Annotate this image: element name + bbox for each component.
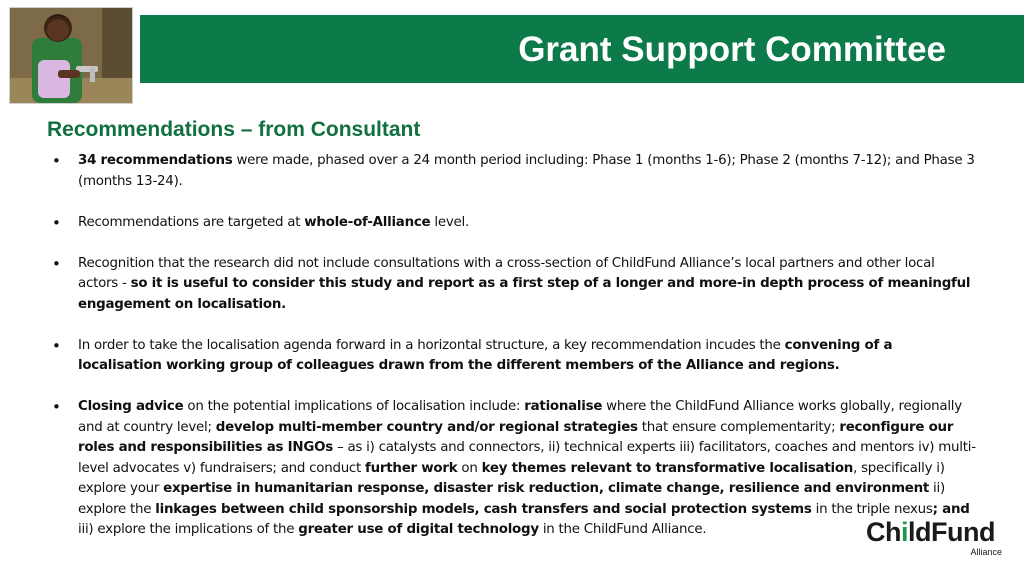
bullet-text: Recommendations are targeted at [78, 214, 305, 230]
bullet-text: where the ChildFund Alliance works globally, regionally and at country level; [78, 399, 962, 435]
recommendations-list [52, 151, 977, 561]
page-title: Grant Support Committee [518, 30, 946, 69]
bullet-bold-text: whole-of-Alliance [304, 214, 431, 230]
section-title: Recommendations – from Consultant [47, 118, 421, 141]
header-photo [9, 7, 133, 104]
bullet-text: iii) explore the implications of the [78, 522, 299, 537]
bullet-item [52, 254, 977, 316]
child-at-water-tap-photo [10, 8, 132, 103]
bullet-bold-text: Closing advice [78, 399, 184, 414]
bullet-text: – as i) catalysts and connectors, ii) technical experts iii) facilitators, coaches and mentors iv) multi-level advocates v) fundraisers; and conduct [78, 440, 976, 476]
bullet-text: , specifically i) explore your [78, 460, 945, 496]
logo-wordmark: ChildFund [866, 517, 995, 547]
bullet-item [52, 151, 977, 192]
bullet-item [52, 397, 977, 541]
logo-subtitle: Alliance [970, 547, 1002, 557]
childfund-alliance-logo [866, 516, 1016, 560]
bullet-text: in the triple nexus [811, 501, 933, 517]
bullet-item [52, 213, 977, 234]
bullet-text: in the ChildFund Alliance. [538, 522, 707, 537]
bullet-bold-text: further work [365, 460, 458, 476]
bullet-bold-text: so it is useful to consider this study and report as a first step of a longer and more-in depth process of meaningful engagement on localisation. [78, 276, 971, 312]
bullet-text: Recognition that the research did not include consultations with a cross-section of ChildFund Alliance’s local partners and other local actors - [78, 255, 935, 291]
bullet-item [52, 336, 977, 377]
bullet-text: In order to take the localisation agenda forward in a horizontal structure, a key recommendation incudes the [78, 337, 785, 353]
bullet-bold-text: 34 recommendations [78, 153, 233, 168]
bullet-text: level. [430, 214, 469, 230]
bullet-text: on [457, 460, 482, 476]
bullet-text: that ensure complementarity; [637, 419, 840, 435]
bullet-bold-text: convening of a localisation working group of colleagues drawn from the different members of the Alliance and regions. [78, 337, 893, 373]
bullet-bold-text: expertise in humanitarian response, disaster risk reduction, climate change, resilience and environment [163, 481, 930, 496]
bullet-bold-text: greater use of digital technology [298, 522, 539, 537]
bullet-bold-text: linkages between child sponsorship models, cash transfers and social protection systems [155, 501, 812, 517]
bullet-text: were made, phased over a 24 month period including: Phase 1 (months 1-6); Phase 2 (months 7-12); and Phase 3 (months 13-24). [78, 153, 975, 189]
bullet-bold-text: reconfigure our roles and responsibilities as INGOs [78, 419, 954, 455]
bullet-bold-text: ; and [932, 501, 970, 517]
bullet-bold-text: rationalise [524, 399, 603, 414]
bullet-text: ii) explore the [78, 481, 945, 517]
title-banner [140, 15, 1024, 83]
bullet-bold-text: develop multi-member country and/or regional strategies [215, 419, 638, 435]
bullet-bold-text: key themes relevant to transformative localisation [481, 460, 854, 476]
bullet-text: on the potential implications of localisation include: [183, 399, 525, 414]
